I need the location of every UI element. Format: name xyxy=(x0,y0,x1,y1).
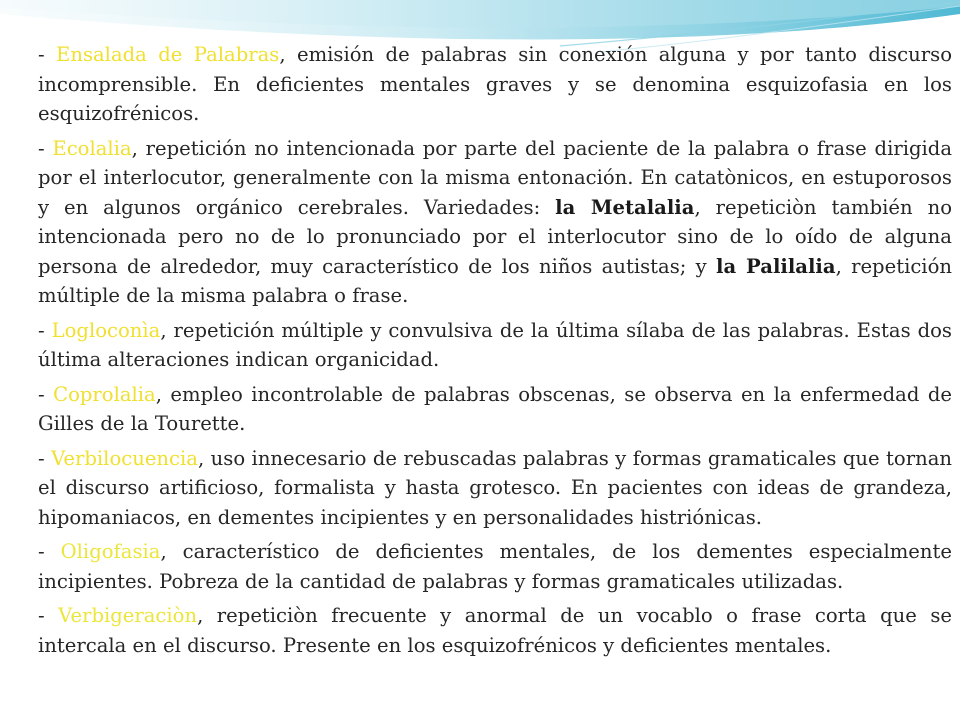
definition-text: , repetición no intencionada por parte del paciente de la palabra o frase dirigida por el interlocutor, generalmente con la misma entonación. En catatònicos, en estuporosos y en algunos orgánico cerebrales. Variedades: xyxy=(38,136,952,219)
bullet-dash: - xyxy=(38,604,59,627)
term-palilalia: la Palilalia xyxy=(716,254,836,278)
paragraph-coprolalia xyxy=(38,380,952,439)
term-oligofasia: Oligofasia xyxy=(60,540,161,563)
term-verbigeracion: Verbigeraciòn xyxy=(58,604,198,627)
paragraph-ensalada xyxy=(38,40,952,129)
paragraph-logloconia xyxy=(38,316,952,375)
definition-text: , empleo incontrolable de palabras obscenas, se observa en la enfermedad de Gilles de la Tourette. xyxy=(38,382,952,435)
definition-text: , repetición múltiple de la misma palabra o frase. xyxy=(38,254,952,307)
definition-text: , uso innecesario de rebuscadas palabras y formas gramaticales que tornan el discurso artificioso, formalista y hasta grotesco. En pacientes con ideas de grandeza, hipomaniacos, en dementes incipientes y en personalidades histriónicas. xyxy=(38,446,952,529)
definition-text: , repetición múltiple y convulsiva de la última sílaba de las palabras. Estas dos última alteraciones indican organicidad. xyxy=(38,318,952,371)
bullet-dash: - xyxy=(38,382,54,406)
definition-text: , repeticiòn frecuente y anormal de un vocablo o frase corta que se intercala en el discurso. Presente en los esquizofrénicos y deficientes mentales. xyxy=(38,604,952,657)
bullet-dash: - xyxy=(38,136,53,160)
term-ecolalia: Ecolalia xyxy=(52,136,132,160)
term-ensalada-de-palabras: Ensalada de Palabras xyxy=(56,43,280,66)
term-coprolalia: Coprolalia xyxy=(53,382,156,406)
paragraph-oligofasia xyxy=(38,537,952,596)
term-logloconia: Logloconìa xyxy=(51,318,161,342)
bullet-dash: - xyxy=(38,318,52,342)
paragraph-verbilocuencia xyxy=(38,444,952,533)
bullet-dash: - xyxy=(38,446,52,470)
paragraph-ecolalia xyxy=(38,134,952,311)
term-metalalia: la Metalalia xyxy=(555,195,695,219)
paragraph-verbigeracion xyxy=(38,601,952,660)
bullet-dash: - xyxy=(38,540,61,563)
definition-text: , repeticiòn también no intencionada pero no de lo pronunciado por el interlocutor sino de lo oído de alguna persona de alrededor, muy característico de los niños autistas; y xyxy=(38,195,952,278)
definition-text: , característico de deficientes mentales, de los dementes especialmente incipientes. Pobreza de la cantidad de palabras y formas gramaticales utilizadas. xyxy=(38,540,952,593)
bullet-dash: - xyxy=(38,43,57,66)
document-body xyxy=(38,40,952,665)
definition-text: , emisión de palabras sin conexión alguna y por tanto discurso incomprensible. En deficientes mentales graves y se denomina esquizofasia en los esquizofrénicos. xyxy=(38,43,952,125)
term-verbilocuencia: Verbilocuencia xyxy=(51,446,198,470)
